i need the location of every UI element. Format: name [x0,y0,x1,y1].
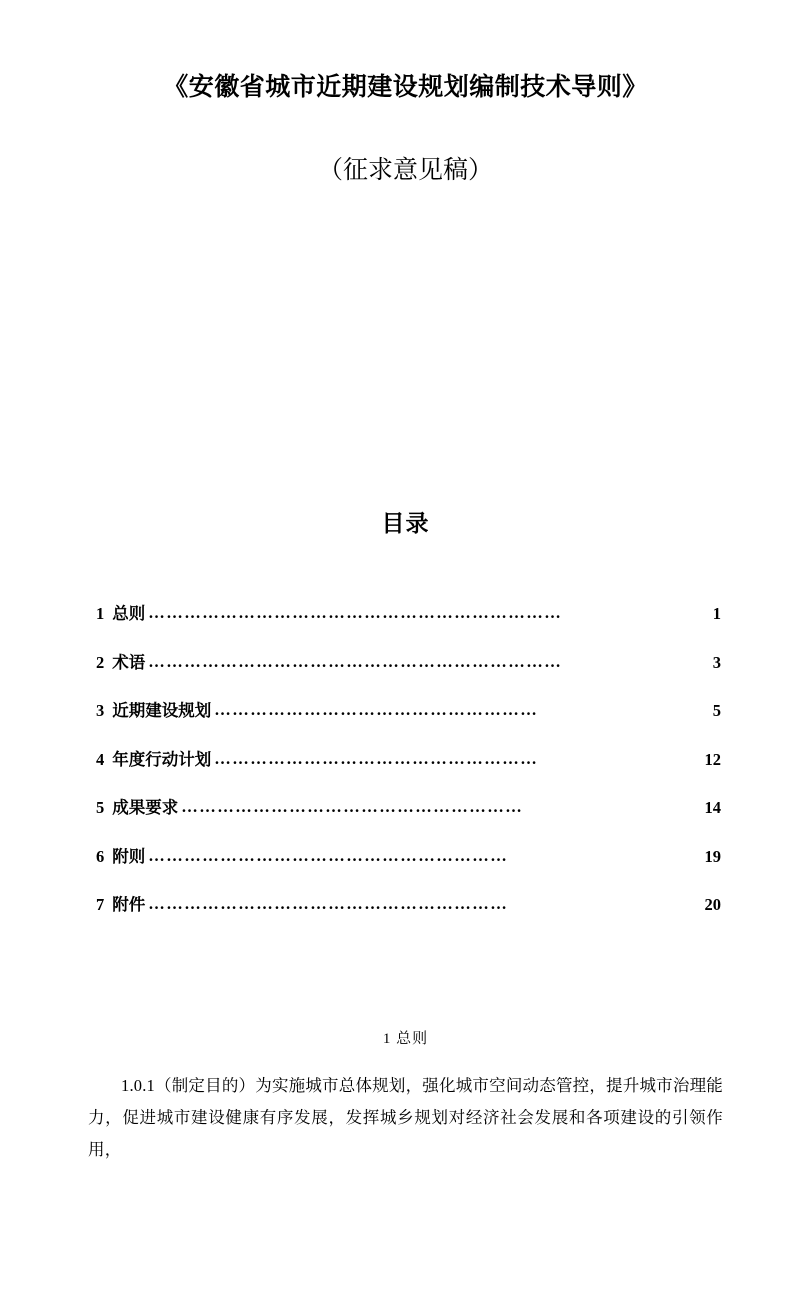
toc-entry-page: 3 [712,652,721,672]
toc-entry-label: 近期建设规划 [112,701,212,720]
toc-entry-page: 14 [704,798,721,817]
toc-entry[interactable] [96,891,721,915]
document-subtitle: （征求意见稿） [317,157,493,184]
toc-entry[interactable] [96,697,721,721]
toc-entry-label: 年度行动计划 [112,749,212,769]
toc-entry-page: 5 [712,701,721,720]
toc-entry-label: 附则 [112,846,146,866]
toc-entry-leader: …………………………………………………… [148,894,509,913]
toc-entry-label: 附件 [112,895,146,914]
toc-entry-leader: ………………………………………………… [181,797,524,816]
toc-entry-label: 总则 [112,604,146,623]
toc-entry-label: 术语 [112,652,146,672]
toc-entry-page: 1 [712,604,721,623]
toc-entry-number: 6 [96,846,105,866]
toc-entry-number: 7 [96,895,105,914]
document-title: 《安徽省城市近期建设规划编制技术导则》 [163,74,648,101]
table-of-contents [88,600,723,915]
body-paragraph: 1.0.1（制定目的）为实施城市总体规划，强化城市空间动态管控，提升城市治理能力，促进城市建设健康有序发展，发挥城乡规划对经济社会发展和各项建设的引领作用， [88,1076,723,1160]
toc-entry[interactable] [96,794,721,818]
toc-entry-number: 1 [96,604,105,623]
toc-entry-number: 3 [96,701,105,720]
toc-entry-page: 19 [704,846,721,866]
toc-entry[interactable] [96,600,721,624]
document-page [0,70,811,1294]
toc-entry[interactable] [96,746,721,770]
toc-entry-number: 5 [96,798,105,817]
section-heading: 1 总则 [382,1031,429,1047]
toc-entry-number: 2 [96,652,105,672]
toc-entry-leader: ……………………………………………… [214,748,539,768]
toc-entry-leader: …………………………………………………… [148,845,509,865]
toc-entry[interactable] [96,843,721,867]
toc-entry[interactable] [96,649,721,673]
toc-entry-label: 成果要求 [112,798,179,817]
toc-entry-leader: …………………………………………………………… [148,651,563,671]
table-of-contents-heading: 目录 [381,511,430,536]
toc-entry-page: 12 [704,749,721,769]
toc-entry-leader: …………………………………………………………… [148,603,563,622]
toc-entry-leader: ……………………………………………… [214,700,539,719]
toc-entry-number: 4 [96,749,105,769]
toc-entry-page: 20 [704,895,721,914]
